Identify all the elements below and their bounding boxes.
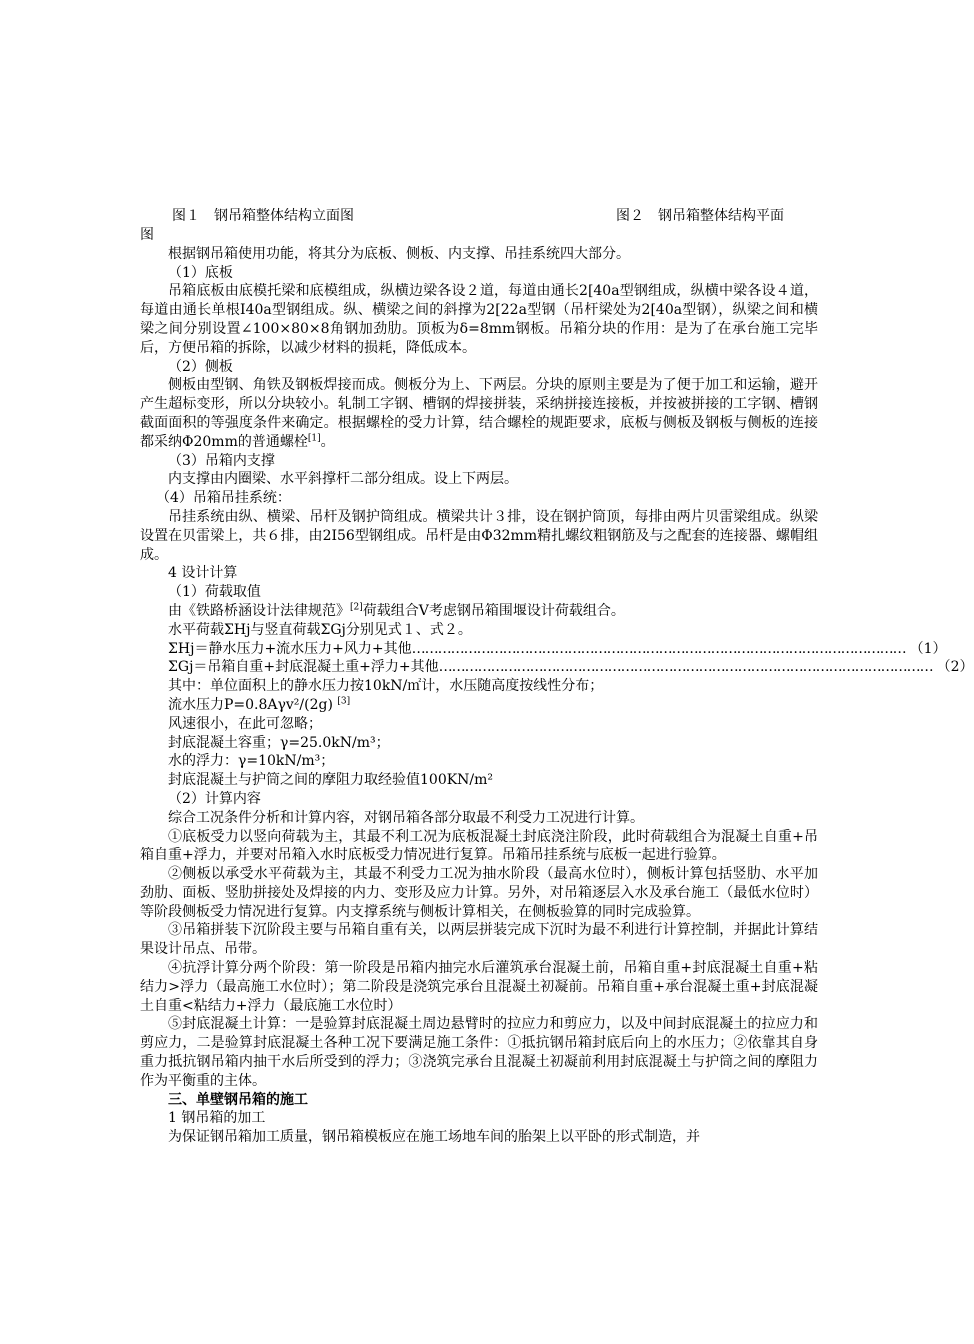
side-plate-paragraph: [140, 376, 818, 451]
intro-paragraph: 根据钢吊箱使用功能，将其分为底板、侧板、内支撑、吊挂系统四大部分。: [168, 245, 630, 262]
equation-1: [140, 640, 947, 659]
equation-1-leader: ……………………………………………………………………………………………………: [411, 640, 906, 657]
heading-section-3: 三、单壁钢吊箱的施工: [168, 1091, 308, 1108]
wind-line: 风速很小，在此可忽略；: [168, 715, 322, 732]
bottom-plate-paragraph: 吊箱底板由底模托梁和底模组成，纵横边梁各设２道，每道由通长2[40a型钢组成，纵横中梁各设４道，每道由通长单根I40a型钢组成。纵、横梁之间的斜撑为2[22a型钢（吊杆梁处为2[40a型钢），纵梁之间和横梁之间分别设置∠100×80×8角钢加劲肋。顶板为δ=8mm钢板。吊箱分块的作用：是为了在承台施工完毕后，方便吊箱的拆除，以减少材料的损耗，降低成本。: [140, 283, 818, 356]
calc-content-paragraph: 综合工况条件分析和计算内容，对钢吊箱各部分取最不利受力工况进行计算。: [168, 809, 644, 826]
flow-pressure-text: 流水压力P=0.8Aγv²/(2g): [168, 696, 333, 713]
calc-item-4: ④抗浮计算分两个阶段：第一阶段是吊箱内抽完水后灌筑承台混凝土前，吊箱自重+封底混凝土自重+粘结力>浮力（最高施工水位时）；第二阶段是浇筑完承台且混凝土初凝前。吊箱自重+承台混凝土重+封底混凝土自重<粘结力+浮力（最底施工水位时）: [140, 960, 818, 1014]
figure1-caption: 图１ 钢吊箱整体结构立面图: [172, 208, 354, 224]
side-plate-text: 侧板由型钢、角铁及钢板焊接而成。侧板分为上、下两层。分块的原则主要是为了便于加工和运输，避开产生超标变形，所以分块较小。轧制工字钢、槽钢的焊接拼装，采纳拼接连接板，并按被拼接的工字钢、槽钢截面面积的等强度条件来确定。根据螺栓的受力计算，结合螺栓的规距要求，底板与侧板及钢板与侧板的连接都采纳Φ20mm的普通螺栓: [140, 377, 818, 450]
heading-bottom-plate: （1）底板: [168, 264, 233, 281]
load-code-text: 由《铁路桥涵设计法律规范》: [168, 602, 350, 619]
heading-load-values: （1）荷载取值: [168, 584, 261, 601]
load-combination-text: 荷载组合Ⅴ考虑钢吊箱围堰设计荷载组合。: [362, 602, 625, 619]
reference-2: [2]: [350, 602, 363, 613]
heading-side-plate: （2）侧板: [168, 358, 233, 375]
friction-line: 封底混凝土与护筒之间的摩阻力取经验值100KN/m²: [168, 772, 494, 789]
figure-captions: [140, 207, 818, 226]
reference-3: [3]: [337, 696, 351, 707]
concrete-weight-line: 封底混凝土容重；γ=25.0kN/m³；: [168, 734, 390, 751]
heading-design-calc: 4 设计计算: [168, 565, 238, 582]
calc-item-3: ③吊箱拼装下沉阶段主要与吊箱自重有关，以两层拼装完成下沉时为最不利进行计算控制，并据此计算结果设计吊点、吊带。: [140, 922, 818, 958]
fabrication-paragraph: 为保证钢吊箱加工质量，钢吊箱模板应在施工场地车间的胎架上以平卧的形式制造，并: [168, 1129, 700, 1146]
calc-item-5: ⑤封底混凝土计算：一是验算封底混凝土周边悬臂时的拉应力和剪应力，以及中间封底混凝土的拉应力和剪应力，二是验算封底混凝土各种工况下要满足施工条件：①抵抗钢吊箱封底后向上的水压力；②依靠其自身重力抵抗钢吊箱内抽干水后所受到的浮力；③浇筑完承台且混凝土初凝前利用封底混凝土与护筒之间的摩阻力作为平衡重的主体。: [140, 1016, 818, 1089]
heading-fabrication: 1 钢吊箱的加工: [168, 1110, 266, 1127]
load-equations-intro: 水平荷载ΣHj与竖直荷载ΣGj分别见式１、式２。: [168, 621, 472, 638]
static-pressure-line: 其中：单位面积上的静水压力按10kN/㎡计，水压随高度按线性分布；: [168, 678, 604, 695]
equation-2-number: （2）: [936, 659, 974, 676]
figure2-caption-wrap: 图: [140, 227, 154, 243]
heading-inner-support: （3）吊箱内支撑: [168, 452, 275, 469]
buoyancy-line: 水的浮力：γ=10kN/m³；: [168, 753, 335, 770]
equation-1-expression: ΣHj＝静水压力+流水压力+风力+其他: [168, 640, 412, 657]
equation-2-leader: ……………………………………………………………………………………………………: [438, 659, 933, 676]
inner-support-paragraph: 内支撑由内圈梁、水平斜撑杆二部分组成。设上下两层。: [168, 471, 518, 488]
side-plate-end: 。: [320, 433, 335, 450]
equation-2: [140, 658, 974, 677]
figure2-caption: 图２ 钢吊箱整体结构平面: [616, 208, 784, 224]
load-code-line: [140, 602, 818, 621]
calc-item-1: ①底板受力以竖向荷载为主，其最不利工况为底板混凝土封底浇注阶段，此时荷载组合为混凝土自重+吊箱自重+浮力，并要对吊箱入水时底板受力情况进行复算。吊箱吊挂系统与底板一起进行验算。: [140, 828, 818, 864]
flow-pressure-line: [140, 696, 818, 715]
hanging-system-paragraph: 吊挂系统由纵、横梁、吊杆及钢护筒组成。横梁共计３排，设在钢护筒顶，每排由两片贝雷梁组成。纵梁设置在贝雷梁上，共６排，由2I56型钢组成。吊杆是由Φ32mm精扎螺纹粗钢筋及与之配套的连接器、螺帽组成。: [140, 508, 818, 563]
heading-hanging-system: （4）吊箱吊挂系统：: [156, 490, 291, 507]
equation-2-expression: ΣGj＝吊箱自重+封底混凝土重+浮力+其他: [168, 659, 439, 676]
calc-item-2: ②侧板以承受水平荷载为主，其最不利受力工况为抽水阶段（最高水位时），侧板计算包括竖肋、水平加劲肋、面板、竖肋拼接处及焊接的内力、变形及应力计算。另外，对吊箱逐层入水及承台施工（最低水位时）等阶段侧板受力情况进行复算。内支撑系统与侧板计算相关，在侧板验算的同时完成验算。: [140, 866, 818, 920]
equation-1-number: （1）: [909, 640, 947, 657]
reference-1: [1]: [307, 433, 321, 444]
heading-calc-content: （2）计算内容: [168, 790, 261, 807]
document-body: [140, 207, 974, 1147]
